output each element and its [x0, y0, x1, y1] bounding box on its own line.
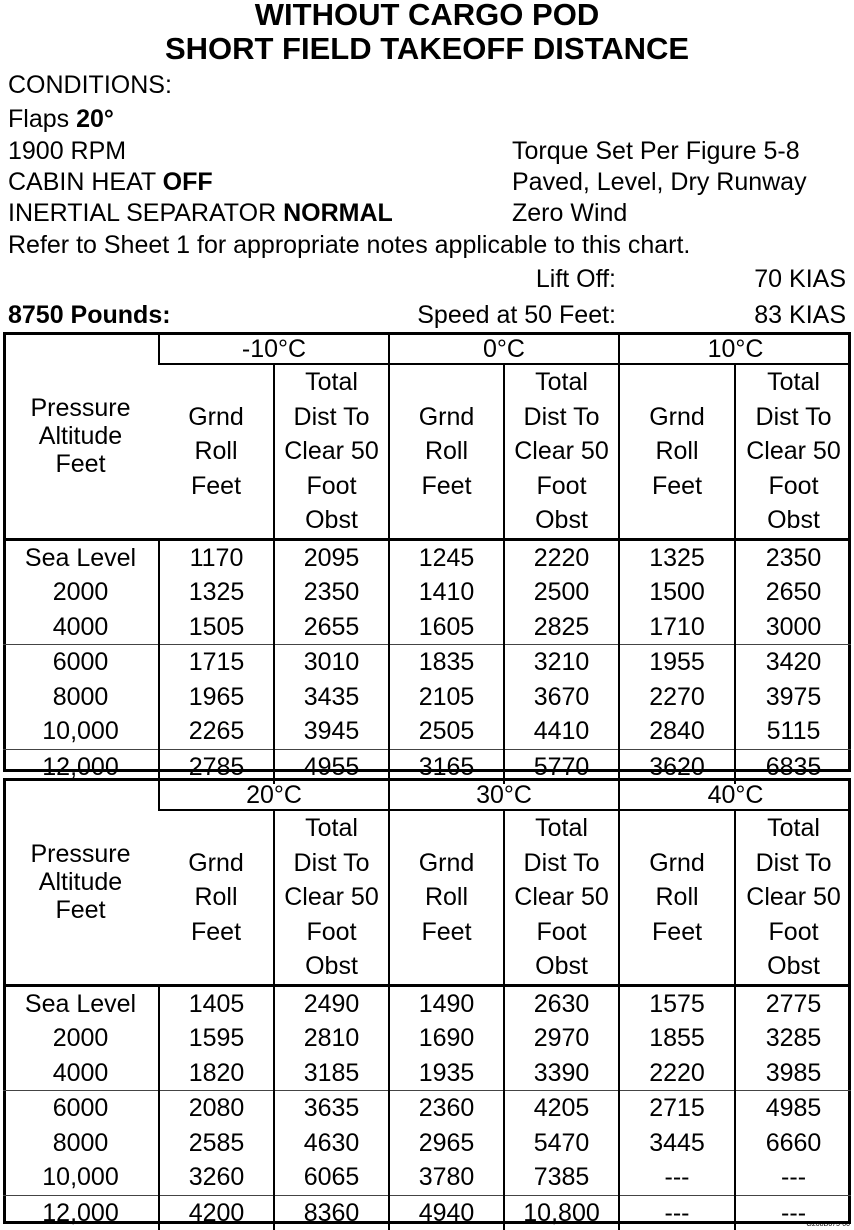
torque-condition: Torque Set Per Figure 5-8 [512, 137, 800, 165]
grnd-roll-header [389, 364, 504, 539]
flaps-value: 20° [76, 105, 114, 133]
distance-cell: 5770 [504, 749, 619, 784]
grnd-roll-header-line [159, 503, 273, 538]
grnd-roll-header-line: Grnd [418, 848, 475, 877]
table-row [3, 1091, 851, 1126]
distance-cell: 3780 [389, 1160, 504, 1195]
total-distance-header-line: Obst [535, 952, 588, 980]
distance-cell: 2350 [274, 575, 389, 610]
total-distance-header-line: Total [535, 368, 588, 396]
total-distance-header-line: Total [305, 814, 358, 842]
total-distance-header-line: Clear 50 [284, 437, 379, 465]
distance-cell: 1325 [159, 575, 274, 610]
total-distance-header [274, 364, 389, 539]
distance-cell: 1595 [159, 1021, 274, 1056]
distance-cell: 1245 [389, 539, 504, 575]
grnd-roll-header-line: Roll [655, 883, 699, 911]
altitude-header-line: Pressure [30, 394, 131, 423]
distance-cell: 3210 [504, 645, 619, 680]
distance-cell: 1835 [389, 645, 504, 680]
distance-cell: 3260 [159, 1160, 274, 1195]
separator-condition [8, 198, 393, 228]
distance-cell: 2715 [619, 1091, 735, 1126]
separator-label: INERTIAL SEPARATOR [8, 199, 284, 227]
speed-50ft-label: Speed at 50 Feet: [417, 301, 616, 329]
distance-cell: 2505 [389, 714, 504, 749]
distance-cell: 4630 [274, 1126, 389, 1161]
distance-cell: 3670 [504, 680, 619, 715]
total-distance-header [504, 364, 619, 539]
distance-cell: 8360 [274, 1195, 389, 1230]
temp-header: 40°C [619, 781, 851, 810]
altitude-cell: 10,000 [42, 1163, 119, 1191]
distance-cell: 3945 [274, 714, 389, 749]
figure-code: G208B675-00 [806, 1221, 850, 1228]
distance-cell: 3390 [504, 1056, 619, 1091]
grnd-roll-header-line [390, 365, 503, 400]
table-row [3, 1160, 851, 1195]
temp-header: -10°C [159, 335, 389, 364]
total-distance-header-line: Obst [535, 506, 588, 534]
total-distance-header-line: Dist To [523, 402, 600, 431]
grnd-roll-header-line: Grnd [649, 402, 705, 431]
distance-cell: 2775 [735, 985, 851, 1021]
table-row [3, 1056, 851, 1091]
distance-cell: 1490 [389, 985, 504, 1021]
grnd-roll-header-line: Roll [194, 883, 238, 911]
distance-cell: 2810 [274, 1021, 389, 1056]
distance-cell: 5470 [504, 1126, 619, 1161]
grnd-roll-header-line: Grnd [188, 402, 244, 431]
grnd-roll-header-line: Grnd [649, 848, 705, 877]
distance-cell: 1325 [619, 539, 735, 575]
altitude-cell: 8000 [52, 1128, 109, 1157]
sheet-note: Refer to Sheet 1 for appropriate notes applicable to this chart. [8, 231, 691, 259]
distance-cell: 2965 [389, 1126, 504, 1161]
cabin-heat-condition [8, 167, 213, 197]
separator-value: NORMAL [283, 199, 393, 227]
distance-cell: 2360 [389, 1091, 504, 1126]
altitude-header-line: Feet [55, 896, 106, 925]
distance-cell: 3975 [735, 680, 851, 715]
total-distance-header-line: Dist To [523, 848, 600, 877]
total-distance-header-line: Total [767, 368, 820, 396]
distance-cell: 2785 [159, 749, 274, 784]
distance-cell: --- [619, 1160, 735, 1195]
table-row [3, 645, 851, 680]
distance-cell: 3185 [274, 1056, 389, 1091]
distance-cell: 1935 [389, 1056, 504, 1091]
altitude-cell: 2000 [52, 1024, 109, 1052]
cabin-heat-label: CABIN HEAT [8, 168, 163, 196]
altitude-header-line: Altitude [38, 868, 123, 897]
altitude-header-line: Altitude [38, 422, 123, 451]
total-distance-header-line: Dist To [755, 848, 832, 877]
title-line-2: SHORT FIELD TAKEOFF DISTANCE [164, 31, 690, 66]
distance-cell: 3010 [274, 645, 389, 680]
grnd-roll-header-line [620, 503, 734, 538]
table-row [3, 539, 851, 575]
distance-cell: 3165 [389, 749, 504, 784]
total-distance-header-line: Obst [305, 506, 358, 534]
grnd-roll-header [619, 810, 735, 985]
distance-cell: 3420 [735, 645, 851, 680]
table-row [3, 610, 851, 645]
altitude-cell: 6000 [3, 1091, 159, 1126]
total-distance-header-line: Clear 50 [514, 437, 609, 465]
grnd-roll-header [389, 810, 504, 985]
altitude-cell: Sea Level [24, 989, 137, 1018]
grnd-roll-header-line [390, 503, 503, 538]
distance-cell: 2490 [274, 985, 389, 1021]
distance-cell: 6660 [735, 1126, 851, 1161]
conditions-label: CONDITIONS: [8, 71, 172, 99]
altitude-cell: 12,000 [3, 1195, 159, 1230]
table-row [3, 714, 851, 749]
grnd-roll-header-line [159, 949, 273, 984]
grnd-roll-header-line: Roll [194, 437, 238, 465]
total-distance-header [274, 810, 389, 985]
grnd-roll-header-line [159, 365, 273, 400]
distance-cell: 1965 [159, 680, 274, 715]
altitude-header [3, 335, 159, 539]
distance-cell: 2220 [619, 1056, 735, 1091]
distance-cell: 3435 [274, 680, 389, 715]
total-distance-header-line: Obst [305, 952, 358, 980]
distance-cell: 2105 [389, 680, 504, 715]
table-row [3, 680, 851, 715]
distance-cell: 3000 [735, 610, 851, 645]
altitude-header [3, 781, 159, 985]
distance-cell: 7385 [504, 1160, 619, 1195]
distance-cell: 2350 [735, 539, 851, 575]
total-distance-header [504, 810, 619, 985]
total-distance-header [735, 810, 851, 985]
table-row [3, 575, 851, 610]
altitude-cell: 8000 [52, 682, 109, 711]
distance-cell: 1715 [159, 645, 274, 680]
distance-cell: 1955 [619, 645, 735, 680]
distance-cell: 6835 [735, 749, 851, 784]
total-distance-header-line: Foot [768, 471, 819, 500]
table-row [3, 1126, 851, 1161]
grnd-roll-header-line: Feet [421, 917, 472, 946]
total-distance-header-line: Dist To [755, 402, 832, 431]
distance-cell: 3985 [735, 1056, 851, 1091]
takeoff-table-1 [3, 335, 851, 784]
grnd-roll-header [619, 364, 735, 539]
distance-cell: 3620 [619, 749, 735, 784]
wind-condition: Zero Wind [512, 199, 628, 227]
liftoff-value: 70 KIAS [754, 265, 846, 293]
total-distance-header-line: Foot [536, 471, 587, 500]
distance-cell: 1405 [159, 985, 274, 1021]
runway-condition: Paved, Level, Dry Runway [512, 168, 807, 196]
distance-cell: 1170 [159, 539, 274, 575]
altitude-cell: Sea Level [24, 543, 137, 572]
grnd-roll-header-line: Roll [655, 437, 699, 465]
grnd-roll-header-line [390, 949, 503, 984]
altitude-cell: 4000 [52, 1058, 109, 1087]
temperature-header-row [3, 335, 851, 364]
flaps-condition [8, 104, 114, 134]
grnd-roll-header-line [620, 949, 734, 984]
altitude-cell: 6000 [3, 645, 159, 680]
grnd-roll-header [159, 364, 274, 539]
distance-cell: 2265 [159, 714, 274, 749]
grnd-roll-header-line: Feet [651, 471, 703, 500]
grnd-roll-header [159, 810, 274, 985]
flaps-label: Flaps [8, 105, 77, 133]
distance-cell: 2840 [619, 714, 735, 749]
distance-cell: 4205 [504, 1091, 619, 1126]
distance-cell: 3285 [735, 1021, 851, 1056]
total-distance-header-line: Foot [306, 917, 357, 946]
table-row [3, 1195, 851, 1230]
temp-header: 10°C [619, 335, 851, 364]
altitude-cell: 2000 [52, 578, 109, 606]
distance-cell: 3445 [619, 1126, 735, 1161]
total-distance-header-line: Total [305, 368, 358, 396]
total-distance-header-line: Clear 50 [284, 883, 379, 911]
distance-cell: 6065 [274, 1160, 389, 1195]
takeoff-table-2 [3, 781, 851, 1230]
distance-cell: 1505 [159, 610, 274, 645]
distance-cell: 1855 [619, 1021, 735, 1056]
altitude-header-line: Pressure [30, 840, 131, 869]
total-distance-header-line: Clear 50 [746, 883, 841, 911]
total-distance-header-line: Obst [767, 506, 820, 534]
total-distance-header-line: Foot [536, 917, 587, 946]
grnd-roll-header-line [620, 811, 734, 846]
distance-cell: 2970 [504, 1021, 619, 1056]
distance-cell: 4955 [274, 749, 389, 784]
altitude-cell: 10,000 [42, 717, 119, 745]
distance-cell: 1710 [619, 610, 735, 645]
distance-cell: 2095 [274, 539, 389, 575]
distance-cell: 2270 [619, 680, 735, 715]
distance-cell: 3635 [274, 1091, 389, 1126]
distance-cell: 4940 [389, 1195, 504, 1230]
distance-cell: 1575 [619, 985, 735, 1021]
temp-header: 0°C [389, 335, 619, 364]
distance-cell: 4985 [735, 1091, 851, 1126]
distance-cell: 1500 [619, 575, 735, 610]
distance-cell: 2825 [504, 610, 619, 645]
distance-cell: 5115 [735, 714, 851, 749]
distance-cell: --- [619, 1195, 735, 1230]
temperature-header-row [3, 781, 851, 810]
total-distance-header-line: Foot [306, 471, 357, 500]
distance-cell: --- [735, 1160, 851, 1195]
altitude-header-line: Feet [55, 450, 106, 479]
distance-cell: 2585 [159, 1126, 274, 1161]
total-distance-header-line: Total [535, 814, 588, 842]
distance-cell: 2220 [504, 539, 619, 575]
distance-cell: 4410 [504, 714, 619, 749]
speed-50ft-value: 83 KIAS [754, 301, 846, 329]
grnd-roll-header-line: Feet [421, 471, 472, 500]
distance-cell: 2655 [274, 610, 389, 645]
total-distance-header-line: Dist To [293, 848, 370, 877]
total-distance-header-line: Clear 50 [746, 437, 841, 465]
distance-cell: 2080 [159, 1091, 274, 1126]
temp-header: 30°C [389, 781, 619, 810]
total-distance-header-line: Clear 50 [514, 883, 609, 911]
distance-cell: 1690 [389, 1021, 504, 1056]
weight-label: 8750 Pounds: [8, 301, 171, 329]
total-distance-header [735, 364, 851, 539]
liftoff-label: Lift Off: [535, 265, 616, 293]
total-distance-header-line: Total [767, 814, 820, 842]
grnd-roll-header-line: Feet [652, 917, 703, 946]
temp-header: 20°C [159, 781, 389, 810]
total-distance-header-line: Dist To [293, 402, 370, 431]
distance-cell: 2500 [504, 575, 619, 610]
grnd-roll-header-line [620, 365, 734, 400]
table-row [3, 1021, 851, 1056]
distance-cell: 4200 [159, 1195, 274, 1230]
grnd-roll-header-line: Feet [190, 471, 242, 500]
title-line-1: WITHOUT CARGO POD [254, 0, 600, 32]
grnd-roll-header-line: Roll [424, 883, 469, 911]
distance-cell: 1410 [389, 575, 504, 610]
grnd-roll-header-line: Grnd [188, 848, 244, 877]
grnd-roll-header-line [390, 811, 503, 846]
grnd-roll-header-line: Roll [424, 437, 469, 465]
table-row [3, 985, 851, 1021]
distance-cell: 2650 [735, 575, 851, 610]
grnd-roll-header-line: Feet [190, 917, 242, 946]
altitude-cell: 4000 [52, 612, 109, 641]
distance-cell: 2630 [504, 985, 619, 1021]
altitude-cell: 12,000 [3, 749, 159, 784]
grnd-roll-header-line [159, 811, 273, 846]
distance-cell: 1605 [389, 610, 504, 645]
distance-cell: 1820 [159, 1056, 274, 1091]
distance-cell: 10,800 [504, 1195, 619, 1230]
total-distance-header-line: Foot [768, 917, 819, 946]
rpm-condition: 1900 RPM [8, 137, 127, 165]
distance-cell: --- [735, 1195, 851, 1230]
grnd-roll-header-line: Grnd [418, 402, 475, 431]
total-distance-header-line: Obst [767, 952, 820, 980]
cabin-heat-value: OFF [162, 168, 213, 196]
